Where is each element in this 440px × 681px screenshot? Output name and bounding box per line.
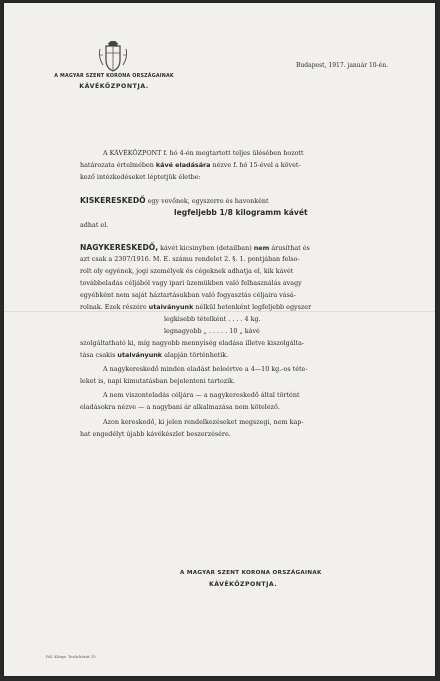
signature-organization: A MAGYAR SZENT KORONA ORSZÁGAINAK xyxy=(180,570,322,576)
signature-organization-sub: KÁVÉKÖZPONTJA. xyxy=(209,581,278,588)
paragraph-5-line-2: eladásokra nézve — a nagybani ár alkalmazása nem kötelező. xyxy=(80,403,280,411)
paragraph-3-line-1 xyxy=(80,242,310,255)
paragraph-1-line-2 xyxy=(80,160,301,172)
text-run: nézve f. hó 15-ével a követ- xyxy=(210,161,301,169)
text-run: kávét kicsinyben (detailban) xyxy=(158,244,254,252)
emphasis-text: kávé eladására xyxy=(155,161,211,169)
dateline: Budapest, 1917. január 10-én. xyxy=(296,62,388,69)
paragraph-3-line-5: egyébként nem saját háztartásukban való fogyasztás céljaira vásá- xyxy=(80,291,296,299)
text-run: rolnak. Ezek részére xyxy=(80,303,149,311)
paragraph-3-line-4: továbbeladás céljából vagy ipari üzemükben való felhasználás avagy xyxy=(80,279,302,287)
paragraph-5-line-1: A nem viszonteladás céljára — a nagykereskedő által történt xyxy=(103,391,300,399)
paragraph-1-line-3: kező intézkedéseket léptetjük életbe: xyxy=(80,173,201,181)
paragraph-2-line-2: legfeljebb 1/8 kilogramm kávét xyxy=(174,208,308,217)
header-organization-sub: KÁVÉKÖZPONTJA. xyxy=(79,83,149,90)
kiskereskedo-heading: KISKERESKEDŐ xyxy=(80,196,146,205)
nagykereskedo-heading: NAGYKERESKEDŐ, xyxy=(80,243,159,252)
paragraph-3-line-8: legnagyobb „ . . . . . 10 „ kávé xyxy=(164,327,260,335)
paragraph-2-line-3: adhat el. xyxy=(80,221,109,229)
coat-of-arms-icon xyxy=(97,39,129,73)
header-organization: A MAGYAR SZENT KORONA ORSZÁGAINAK xyxy=(54,74,174,79)
text-run: egy vevőnek, egyszerre és havonként xyxy=(145,197,269,205)
text-run: határozata értelmében xyxy=(80,161,156,169)
paragraph-3-line-2: azt csak a 2307/1916. M. E. számu rendelet 2. §. 1. pontjában felso- xyxy=(80,255,300,263)
paragraph-4-line-1: A nagykereskedő minden eladást beleértve a 4—10 kg.-os téte- xyxy=(103,365,308,373)
paragraph-3-line-6 xyxy=(80,302,311,314)
paragraph-3-line-7: legkisebb tételként . . . . 4 kg. xyxy=(164,315,261,323)
emphasis-text: utalványunk xyxy=(148,303,194,311)
text-run: alapján történhetik. xyxy=(162,351,229,359)
paragraph-2-line-1 xyxy=(80,195,269,208)
document-page xyxy=(4,3,435,676)
text-run: nélkül hetenként legfeljebb egyszer xyxy=(193,303,312,311)
emphasis-text: nem xyxy=(253,244,270,252)
paragraph-3-line-10 xyxy=(80,350,228,362)
text-run: árusíthat és xyxy=(269,244,310,252)
printer-imprint: Pál. Kőnyv. Tesla-körút 15. xyxy=(46,654,97,659)
paragraph-3-line-3: rolt oly egyének, jogi személyek és cégeknek adhatja el, kik kávét xyxy=(80,267,294,275)
text-run: tása csakis xyxy=(80,351,118,359)
paragraph-3-line-9: szolgáltatható ki, míg nagyobb mennyiség eladása illetve kiszolgálta- xyxy=(80,339,305,347)
paragraph-6-line-2: hat engedélyt újabb kávékészlet beszerzésére. xyxy=(80,430,231,438)
emphasis-text: utalványunk xyxy=(117,351,163,359)
paragraph-4-line-2: leket is, napi kimutatásban bejelenteni tartozik. xyxy=(80,377,236,385)
paragraph-1-line-1: A KÁVÉKÖZPONT f. hó 4-én megtartott teljes ülésében hozott xyxy=(103,149,304,157)
paragraph-6-line-1: Azon kereskedő, ki jelen rendelkezéseket megszegi, nem kap- xyxy=(103,418,304,426)
